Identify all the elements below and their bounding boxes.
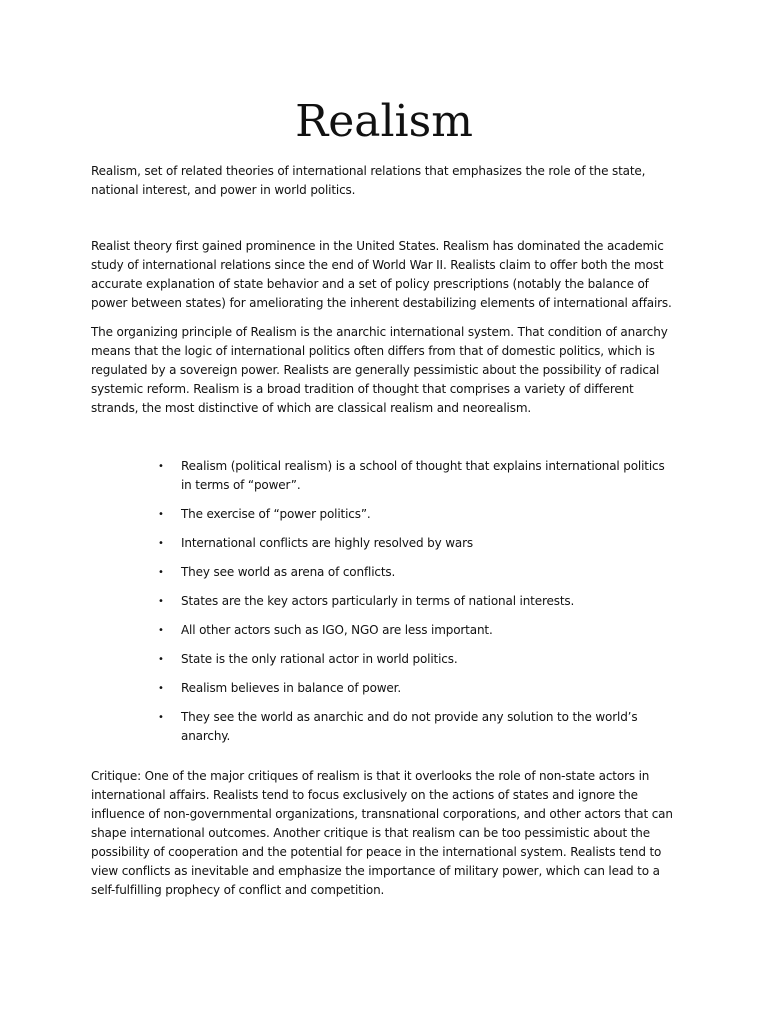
- list-item-text: International conflicts are highly resolved by wars: [181, 536, 473, 550]
- bullet-icon: •: [158, 712, 164, 723]
- bullet-icon: •: [158, 683, 164, 694]
- list-item: [152, 457, 672, 495]
- list-item-text: State is the only rational actor in world politics.: [181, 652, 458, 666]
- list-item-text: Realism (political realism) is a school of thought that explains international politics in terms of “power”.: [181, 459, 665, 492]
- principle-paragraph: The organizing principle of Realism is the anarchic international system. That condition of anarchy means that the logic of international politics often differs from that of domestic politics, which is regulated by a sovereign power. Realists are generally pessimistic about the possibility of radical systemic reform. Realism is a broad tradition of thought that comprises a variety of different strands, the most distinctive of which are classical realism and neorealism.: [91, 325, 668, 415]
- list-item: [152, 650, 672, 669]
- list-item: [152, 534, 672, 553]
- list-item: [152, 621, 672, 640]
- bullet-icon: •: [158, 567, 164, 578]
- list-item-text: They see world as arena of conflicts.: [181, 565, 396, 579]
- list-item: [152, 563, 672, 582]
- list-item: [152, 592, 672, 611]
- intro-paragraph: Realism, set of related theories of international relations that emphasizes the role of the state, national interest, and power in world politics.: [91, 164, 646, 197]
- document-title: Realism: [295, 96, 473, 147]
- list-item-text: States are the key actors particularly in terms of national interests.: [181, 594, 575, 608]
- key-points-list: [152, 457, 672, 756]
- list-item: [152, 505, 672, 524]
- critique-paragraph: Critique: One of the major critiques of realism is that it overlooks the role of non-state actors in international affairs. Realists tend to focus exclusively on the actions of states and ignore the influence of non-governmental organizations, transnational corporations, and other actors that can shape international outcomes. Another critique is that realism can be too pessimistic about the possibility of cooperation and the potential for peace in the international system. Realists tend to view conflicts as inevitable and emphasize the importance of military power, which can lead to a self-fulfilling prophecy of conflict and competition.: [91, 769, 673, 897]
- history-paragraph: Realist theory first gained prominence in the United States. Realism has dominated the academic study of international relations since the end of World War II. Realists claim to offer both the most accurate explanation of state behavior and a set of policy prescriptions (notably the balance of power between states) for ameliorating the inherent destabilizing elements of international affairs.: [91, 239, 672, 310]
- bullet-icon: •: [158, 509, 164, 520]
- list-item-text: They see the world as anarchic and do not provide any solution to the world’s anarchy.: [181, 710, 638, 743]
- list-item-text: Realism believes in balance of power.: [181, 681, 402, 695]
- list-item: [152, 708, 672, 746]
- list-item-text: All other actors such as IGO, NGO are less important.: [181, 623, 493, 637]
- bullet-icon: •: [158, 538, 164, 549]
- bullet-icon: •: [158, 654, 164, 665]
- bullet-icon: •: [158, 596, 164, 607]
- bullet-icon: •: [158, 461, 164, 472]
- bullet-icon: •: [158, 625, 164, 636]
- list-item-text: The exercise of “power politics”.: [181, 507, 371, 521]
- list-item: [152, 679, 672, 698]
